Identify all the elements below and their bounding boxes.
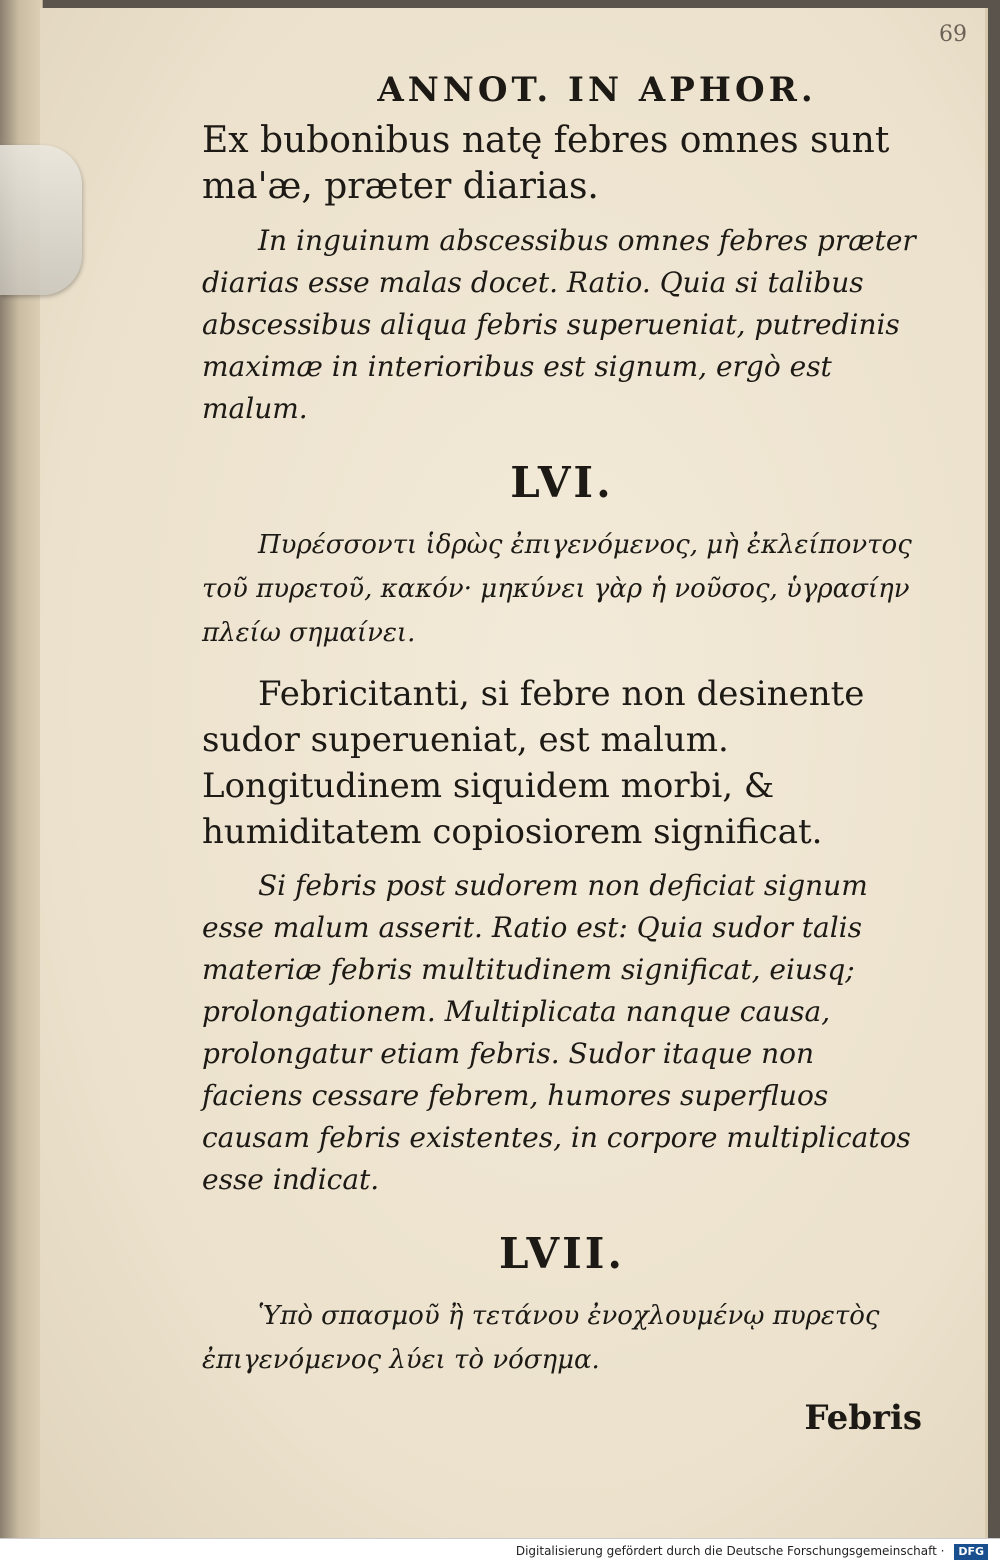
funding-footer (0, 1538, 1000, 1563)
page-number: 69 (939, 22, 967, 47)
section-heading-lvii: LVII. (498, 1229, 626, 1278)
commentary-paragraph: Si febris post sudorem non deficiat signum esse malum asserit. Ratio est: Quia sudor talis materiæ febris multitudinem significat, eiusq; prolongationem. Multiplicata nanque causa, prolongatur etiam febris. Sudor itaque non faciens cessare febrem, humores superfluos causam febris existentes, in corpore multiplicatos esse indicat. (202, 869, 911, 1196)
dfg-logo-icon: DFG (954, 1544, 988, 1560)
aphorism-lead: Ex bubonibus natę febres omnes sunt ma'æ, præter diarias. (202, 120, 890, 207)
commentary-paragraph: In inguinum abscessibus omnes febres præter diarias esse malas docet. Ratio. Quia si talibus abscessibus aliqua febris superueniat, putredinis maximæ in interioribus est signum, ergò est malum. (202, 224, 916, 425)
funding-text: Digitalisierung gefördert durch die Deutsche Forschungsgemeinschaft · (515, 1544, 945, 1558)
greek-aphorism: Πυρέσσοντι ἱδρὼς ἐπιγενόμενος, μὴ ἐκλείποντος τοῦ πυρετοῦ, κακόν· μηκύνει γὰρ ἡ νοῦσος, ὑγρασίην πλείω σημαίνει. (202, 530, 912, 648)
latin-translation: Febricitanti, si febre non desinente sudor superueniat, est malum. Longitudinem siquidem morbi, & humiditatem copiosiorem significat. (202, 674, 865, 852)
running-head: ANNOT. IN APHOR. (377, 70, 817, 110)
page-text (202, 70, 922, 1438)
greek-aphorism: Ὑπὸ σπασμοῦ ἢ τετάνου ἐνοχλουμένῳ πυρετὸς ἐπιγενόμενος λύει τὸ νόσημα. (202, 1301, 880, 1375)
clip-tab (0, 145, 82, 295)
section-heading-lvi: LVI. (510, 458, 614, 507)
catchword: Febris (804, 1398, 922, 1438)
